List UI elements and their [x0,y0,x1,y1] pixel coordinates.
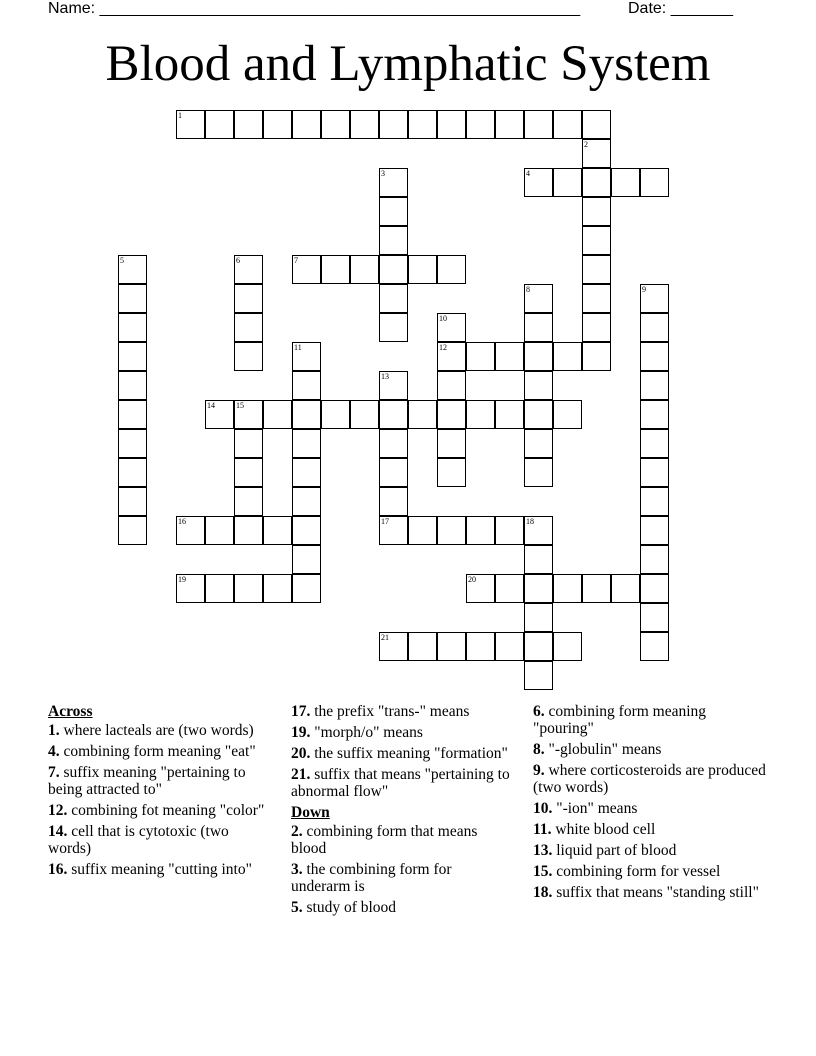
clue-number-label: 2 [584,140,588,149]
crossword-cell[interactable] [234,110,263,139]
clue-number-label: 8 [526,285,530,294]
crossword-cell[interactable] [408,516,437,545]
crossword-cell[interactable] [466,632,495,661]
crossword-cell[interactable] [640,516,669,545]
crossword-cell[interactable] [263,110,292,139]
clue-number-label: 4 [526,169,530,178]
crossword-cell[interactable] [466,400,495,429]
crossword-cell[interactable] [234,429,263,458]
crossword-cell[interactable] [379,313,408,342]
crossword-cell[interactable] [437,255,466,284]
clue-across-4: 4. combining form meaning "eat" [48,743,256,760]
crossword-cell[interactable] [263,400,292,429]
clue-down-8: 8. "-globulin" means [533,741,662,758]
crossword-cell[interactable] [524,313,553,342]
crossword-cell[interactable] [292,487,321,516]
crossword-cell[interactable] [234,284,263,313]
clue-number-label: 11 [294,343,302,352]
crossword-cell[interactable] [582,574,611,603]
clue-number-label: 12 [439,343,447,352]
clue-across-21: 21. suffix that means "pertaining to abnormal flow" [291,766,510,800]
page-title: Blood and Lymphatic System [105,36,711,92]
clue-across-14: 14. cell that is cytotoxic (two words) [48,823,229,857]
clue-down-9: 9. where corticosteroids are produced (two words) [533,762,766,796]
crossword-cell[interactable] [524,632,553,661]
crossword-cell[interactable] [118,458,147,487]
crossword-cell[interactable] [524,545,553,574]
clue-number-label: 6 [236,256,240,265]
crossword-cell[interactable] [350,255,379,284]
crossword-cell[interactable] [582,168,611,197]
crossword-cell[interactable] [234,487,263,516]
crossword-cell[interactable] [263,574,292,603]
crossword-cell[interactable] [205,110,234,139]
crossword-cell[interactable] [437,458,466,487]
crossword-cell[interactable] [524,458,553,487]
clue-number-label: 5 [120,256,124,265]
clue-down-13: 13. liquid part of blood [533,842,677,859]
crossword-cell[interactable] [408,400,437,429]
crossword-cell[interactable] [118,371,147,400]
crossword-cell[interactable] [118,284,147,313]
crossword-cell[interactable] [495,574,524,603]
across-heading: Across [48,703,93,720]
clues-column-1 [48,703,266,882]
clue-down-18: 18. suffix that means "standing still" [533,884,759,901]
crossword-cell[interactable] [118,342,147,371]
clue-number-label: 7 [294,256,298,265]
crossword-cell[interactable] [118,487,147,516]
clue-down-2: 2. combining form that means blood [291,823,478,857]
clue-across-7: 7. suffix meaning "pertaining to being attracted to" [48,764,246,798]
crossword-cell[interactable] [553,110,582,139]
clue-number-label: 16 [178,517,186,526]
crossword-cell[interactable] [321,400,350,429]
crossword-cell[interactable] [321,255,350,284]
crossword-cell[interactable] [321,110,350,139]
crossword-cell[interactable] [234,458,263,487]
name-field-label: Name: ______________________________________________________ [48,0,581,17]
crossword-cell[interactable] [524,400,553,429]
crossword-cell[interactable] [640,313,669,342]
crossword-cell[interactable] [350,110,379,139]
clue-across-1: 1. where lacteals are (two words) [48,722,254,739]
crossword-cell[interactable] [292,516,321,545]
crossword-cell[interactable] [640,342,669,371]
clue-number-label: 13 [381,372,389,381]
clue-down-3: 3. the combining form for underarm is [291,861,452,895]
crossword-cell[interactable] [350,400,379,429]
clue-number-label: 18 [526,517,534,526]
crossword-cell[interactable] [640,574,669,603]
clues-column-2 [291,703,513,920]
clue-across-19: 19. "morph/o" means [291,724,423,741]
crossword-cell[interactable] [524,574,553,603]
crossword-cell[interactable] [234,574,263,603]
crossword-cell[interactable] [640,458,669,487]
crossword-cell[interactable] [553,168,582,197]
clue-number-label: 15 [236,401,244,410]
crossword-cell[interactable] [524,429,553,458]
crossword-cell[interactable] [379,458,408,487]
crossword-cell[interactable] [118,400,147,429]
crossword-cell[interactable] [379,429,408,458]
crossword-cell[interactable] [234,342,263,371]
crossword-cell[interactable] [379,226,408,255]
crossword-cell[interactable] [495,516,524,545]
crossword-cell[interactable] [524,661,553,690]
clue-number-label: 14 [207,401,215,410]
clue-across-12: 12. combining fot meaning "color" [48,802,265,819]
crossword-cell[interactable] [582,255,611,284]
clue-number-label: 10 [439,314,447,323]
crossword-cell[interactable] [466,516,495,545]
clue-across-17: 17. the prefix "trans-" means [291,703,470,720]
clue-number-label: 17 [381,517,389,526]
clue-number-label: 21 [381,633,389,642]
crossword-cell[interactable] [640,371,669,400]
crossword-cell[interactable] [292,371,321,400]
crossword-cell[interactable] [379,197,408,226]
date-field-label: Date: _______ [628,0,733,17]
clues-column-3 [533,703,768,905]
crossword-cell[interactable] [379,487,408,516]
crossword-cell[interactable] [524,110,553,139]
crossword-cell[interactable] [553,574,582,603]
clue-down-10: 10. "-ion" means [533,800,638,817]
crossword-cell[interactable] [495,110,524,139]
crossword-cell[interactable] [524,603,553,632]
crossword-cell[interactable] [524,342,553,371]
crossword-cell[interactable] [582,110,611,139]
crossword-cell[interactable] [611,574,640,603]
crossword-cell[interactable] [524,371,553,400]
crossword-cell[interactable] [466,342,495,371]
crossword-cell[interactable] [553,632,582,661]
crossword-cell[interactable] [582,342,611,371]
clue-number-label: 19 [178,575,186,584]
crossword-cell[interactable] [379,400,408,429]
clue-down-15: 15. combining form for vessel [533,863,721,880]
crossword-cell[interactable] [640,400,669,429]
crossword-cell[interactable] [640,429,669,458]
crossword-cell[interactable] [234,313,263,342]
crossword-cell[interactable] [582,284,611,313]
crossword-cell[interactable] [408,632,437,661]
crossword-cell[interactable] [466,110,495,139]
crossword-cell[interactable] [292,458,321,487]
clue-number-label: 9 [642,285,646,294]
crossword-cell[interactable] [582,197,611,226]
clue-down-6: 6. combining form meaning "pouring" [533,703,707,737]
crossword-cell[interactable] [437,516,466,545]
clue-down-11: 11. white blood cell [533,821,656,838]
crossword-cell[interactable] [553,400,582,429]
crossword-cell[interactable] [234,516,263,545]
clue-across-16: 16. suffix meaning "cutting into" [48,861,252,878]
crossword-cell[interactable] [292,400,321,429]
clue-number-label: 1 [178,111,182,120]
crossword-cell[interactable] [437,400,466,429]
crossword-cell[interactable] [553,342,582,371]
clue-down-5: 5. study of blood [291,899,397,916]
down-heading: Down [291,804,330,821]
crossword-cell[interactable] [118,313,147,342]
crossword-cell[interactable] [437,632,466,661]
crossword-cell[interactable] [640,168,669,197]
crossword-cell[interactable] [640,603,669,632]
crossword-cell[interactable] [437,110,466,139]
crossword-cell[interactable] [292,429,321,458]
crossword-cell[interactable] [205,516,234,545]
crossword-cell[interactable] [437,429,466,458]
crossword-cell[interactable] [379,284,408,313]
crossword-cell[interactable] [640,632,669,661]
crossword-cell[interactable] [582,226,611,255]
clue-across-20: 20. the suffix meaning "formation" [291,745,508,762]
crossword-cell[interactable] [263,516,292,545]
crossword-cell[interactable] [408,255,437,284]
crossword-cell[interactable] [582,313,611,342]
crossword-cell[interactable] [118,429,147,458]
crossword-cell[interactable] [379,110,408,139]
crossword-cell[interactable] [379,255,408,284]
crossword-cell[interactable] [205,574,234,603]
clue-number-label: 3 [381,169,385,178]
crossword-cell[interactable] [640,545,669,574]
crossword-cell[interactable] [292,574,321,603]
crossword-cell[interactable] [495,632,524,661]
crossword-cell[interactable] [495,342,524,371]
clue-number-label: 20 [468,575,476,584]
crossword-cell[interactable] [408,110,437,139]
crossword-cell[interactable] [292,110,321,139]
crossword-cell[interactable] [118,516,147,545]
crossword-cell[interactable] [640,487,669,516]
crossword-cell[interactable] [437,371,466,400]
crossword-cell[interactable] [611,168,640,197]
crossword-cell[interactable] [495,400,524,429]
crossword-cell[interactable] [292,545,321,574]
